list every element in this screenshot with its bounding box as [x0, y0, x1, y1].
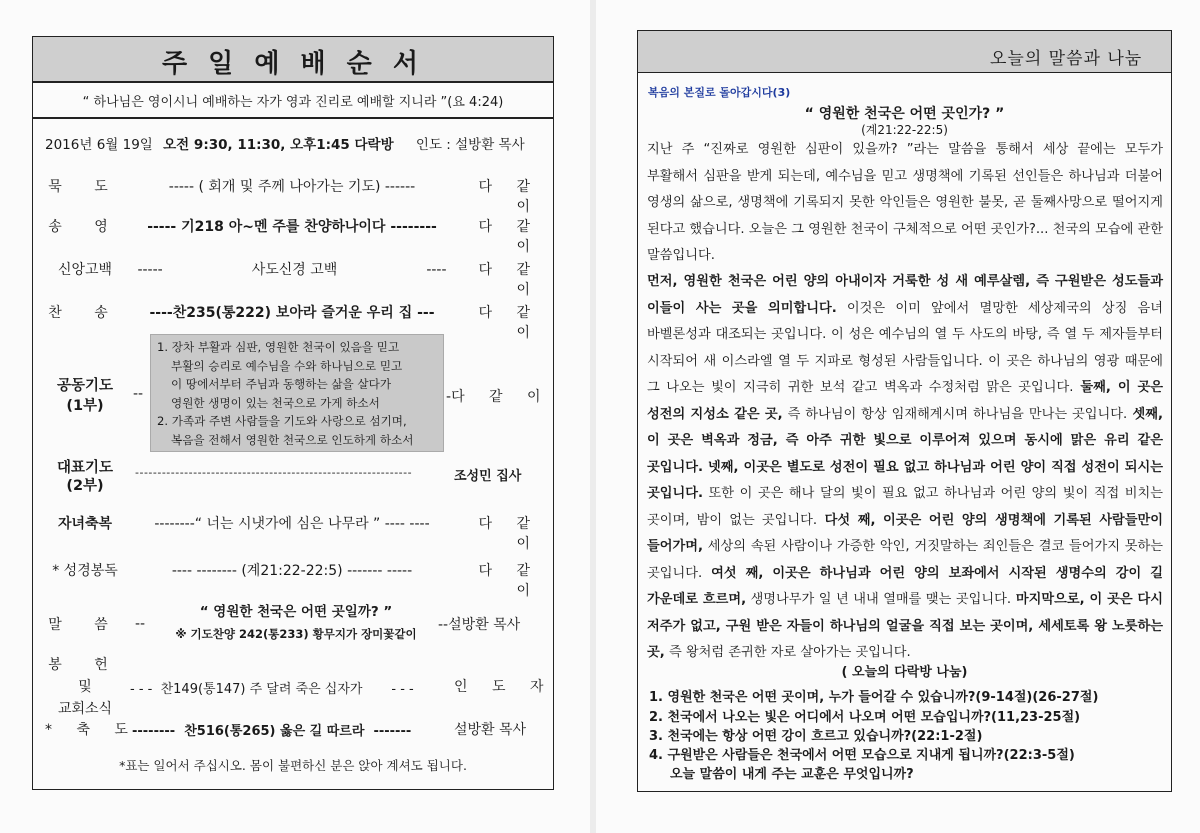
discussion-question: 3. 천국에는 항상 어떤 강이 흐르고 있습니까?(22:1-2절) — [649, 729, 983, 744]
header-title: 오늘의 말씀과 나눔 — [990, 49, 1143, 69]
benediction-content: -------- 찬516(통265) 옳은 길 따르라 ------- — [132, 724, 412, 739]
prayer-item: 이 땅에서부터 주님과 동행하는 삶을 살다가 — [171, 377, 392, 392]
order-row-child-blessing — [45, 513, 540, 552]
service-times: 오전 9:30, 11:30, 오후1:45 다락방 — [163, 137, 394, 153]
prayer-item: 1. 장차 부활과 심판, 영원한 천국이 있음을 믿고 — [157, 340, 400, 354]
sermon-preacher: --설방환 목사 — [438, 617, 521, 633]
order-title: 주 일 예 배 순 서 — [162, 49, 424, 79]
order-content: ----- 기218 아~멘 주를 찬양하나이다 -------- — [147, 219, 437, 235]
service-leader: 인도 : 설방환 목사 — [415, 137, 525, 153]
benediction-label: * 축 도 — [45, 722, 138, 738]
sermon-hymn: ※ 기도찬양 242(통233) 황무지가 장미꽃같이 — [175, 627, 417, 641]
service-info — [45, 133, 525, 153]
theme-verse: “ 하나님은 영이시니 예배하는 자가 영과 진리로 예배할 지니라 ”(요 4:24) — [82, 95, 504, 110]
sermon-body — [647, 269, 1163, 667]
order-leader: 다 같 이 — [478, 262, 540, 298]
order-leader: 다 같 이 — [478, 563, 540, 599]
joint-prayer-label — [45, 376, 125, 416]
body-point: 다섯 째, 이곳은 어린 양의 생명책에 기록된 사람들만이 들어가며, — [647, 512, 1164, 554]
offering-content: - - - 찬149(통147) 주 달려 죽은 십자가 - - - — [130, 682, 414, 697]
joint-prayer-leader-text: 다 같 이 — [451, 389, 551, 405]
prayer-item: 복음을 전해서 영원한 천국으로 인도하게 하소서 — [171, 432, 414, 447]
service-date: 2016년 6월 19일 — [45, 137, 153, 153]
discussion-question: 2. 천국에서 나오는 빛은 어디에서 나오며 어떤 모습입니까?(11,23-25절) — [649, 710, 1081, 725]
body-point: 먼저, 영원한 천국은 어린 양의 아내이자 거룩한 성 새 예루살렘, 즉 구원받은 성도들과 이들이 사는 곳을 의미합니다. — [647, 274, 1163, 316]
order-leader: 다 같 이 — [478, 179, 540, 215]
sermon-intro: 지난 주 “진짜로 영원한 심판이 있을까? ”라는 말씀을 통해서 세상 끝에는 모두가 부활해서 심판을 받게 되는데, 예수님을 믿고 생명책에 기록된 선인들은 하나님과 더불어 영생의 삶으로, 생명책에 기록되지 못한 악인들은 영원한 불못, 곧 둘째사망으로 떨어지게 된다고 했습니다. 오늘은 그 영원한 천국이 구체적으로 어떤 곳인가?... 천국의 모습에 관한 말씀입니다. — [647, 142, 1163, 263]
order-row-silent-prayer — [45, 176, 540, 215]
discussion-question: 1. 영원한 천국은 어떤 곳이며, 누가 들어갈 수 있습니까?(9-14절)(26-27절) — [649, 690, 1099, 705]
body-text: 즉 왕처럼 존귀한 자로 살아가는 곳입니다. — [664, 645, 911, 660]
sermon-title: “ 영원한 천국은 어떤 곳일까? ” — [199, 604, 393, 620]
prayer-item: 2. 가족과 주변 사람들을 기도와 사랑으로 섬기며, — [157, 414, 407, 429]
offering-label — [45, 654, 125, 720]
prayer-item: 영원한 생명이 있는 천국으로 가게 하소서 — [171, 395, 380, 410]
order-leader: 다 같 이 — [478, 516, 540, 552]
body-point: 여섯 째, 이곳은 하나님과 어린 양의 보좌에서 시작된 생명수의 강이 길 가운데로 흐르며, — [647, 565, 1163, 607]
rep-prayer-line: -------------------------------------------------------------- — [135, 466, 413, 479]
order-content: ----- ( 회개 및 주께 나아가는 기도) ------ — [168, 179, 416, 195]
sermon-label: 말 씀 — [48, 617, 122, 633]
sermon-main-title: “ 영원한 천국은 어떤 곳인가? ” — [804, 106, 1005, 122]
benediction-leader: 설방환 목사 — [454, 722, 527, 738]
order-label: 찬 송 — [48, 305, 122, 321]
order-leader: 다 같 이 — [478, 219, 540, 255]
order-content: ----찬235(통222) 보아라 즐거운 우리 집 --- — [149, 305, 435, 321]
body-text: 또한 이 곳은 해나 달의 빛이 필요 없고 하나님과 어린 양의 빛이 직접 비치는 곳이며, 밤이 없는 곳입니다. — [647, 486, 1163, 528]
joint-prayer-leader-dash: - — [446, 389, 452, 405]
joint-prayer-label-1: 공동기도 — [56, 378, 114, 394]
order-label: 신앙고백 — [57, 262, 113, 278]
sermon-dash: -- — [135, 616, 146, 632]
joint-prayer-dash: -- — [133, 386, 144, 402]
body-text: 이것은 이미 앞에서 멸망한 세상제국의 상징 음녀 바벨론성과 대조되는 곳입니다. 이 성은 예수님의 열 두 사도의 바탕, 즉 열 두 제자들부터 시작되어 새 이스라엘 열 두 지파로 형성된 사람들입니다. 이 곳은 하나님의 영광 때문에 그 나오는 빛이 지극히 귀한 보석 같고 벽옥과 수정처럼 맑은 곳입니다. — [647, 300, 1163, 395]
order-content: ----- 사도신경 고백 ---- — [137, 262, 447, 278]
order-row-doxology — [45, 216, 540, 255]
sermon-reference: (계21:22-22:5) — [861, 123, 948, 137]
body-point: 마지막으로, 이 곳은 다시 저주가 없고, 구원 받은 자들이 하나님의 얼굴을 직접 보는 곳이며, 세세토록 왕 노릇하는 곳, — [647, 592, 1163, 660]
footnote: *표는 일어서 주십시오. 몸이 불편하신 분은 앉아 계셔도 됩니다. — [119, 758, 467, 773]
joint-prayer-box — [150, 334, 444, 452]
order-content: --------“ 너는 시냇가에 심은 나무라 ” ---- ---- — [154, 516, 430, 532]
order-row-creed — [45, 259, 540, 298]
body-text: 즉 하나님이 항상 임재해계시며 하나님을 만나는 곳입니다. — [782, 406, 1128, 422]
sharing-title: ( 오늘의 다락방 나눔) — [841, 665, 968, 680]
order-content: ---- -------- (계21:22-22:5) ------- ----- — [171, 563, 413, 579]
offering-label-3: 교회소식 — [57, 701, 113, 717]
rep-prayer-label-2: (2부) — [66, 478, 104, 494]
rep-prayer-leader: 조성민 집사 — [454, 469, 522, 484]
order-label: 묵 도 — [48, 179, 122, 195]
order-label: 송 영 — [48, 219, 122, 235]
offering-label-2: 및 — [78, 679, 92, 695]
rep-prayer-label-1: 대표기도 — [56, 460, 114, 476]
series-title: 복음의 본질로 돌아갑시다(3) — [648, 86, 791, 99]
joint-prayer-leader — [446, 386, 551, 406]
joint-prayer-label-2: (1부) — [66, 398, 104, 414]
discussion-question: 4. 구원받은 사람들은 천국에서 어떤 모습으로 지내게 됩니까?(22:3-5절) — [649, 748, 1075, 763]
order-label: 자녀축복 — [57, 516, 113, 532]
rep-prayer-label — [45, 459, 125, 495]
offering-label-1: 봉 헌 — [48, 657, 122, 673]
body-point: 셋째, 이 곳은 벽옥과 정금, 즉 아주 귀한 빛으로 이루어져 있으며 동시에 맑은 유리 같은 곳입니다. 넷째, 이곳은 별도로 성전이 필요 없고 하나님과 어린 양이 직접 성전이 되시는 곳입니다. — [647, 406, 1163, 501]
order-row-hymn — [45, 302, 540, 341]
order-label: * 성경봉독 — [52, 563, 118, 579]
offering-leader: 인 도 자 — [454, 679, 554, 695]
order-leader: 다 같 이 — [478, 305, 540, 341]
body-point: 둘째, 이 곳은 성전의 지성소 같은 곳, — [647, 380, 1164, 422]
body-text: 생명나무가 일 년 내내 열매를 맺는 곳입니다. — [746, 592, 1012, 607]
prayer-item: 부활의 승리로 예수님을 수와 하나님으로 믿고 — [171, 358, 403, 373]
body-text: 세상의 속된 사람이나 가증한 악인, 거짓말하는 죄인들은 결코 들어가지 못하는 곳입니다. — [647, 539, 1163, 581]
order-row-scripture — [45, 560, 540, 599]
discussion-question: 오늘 말씀이 내게 주는 교훈은 무엇입니까? — [670, 767, 914, 782]
